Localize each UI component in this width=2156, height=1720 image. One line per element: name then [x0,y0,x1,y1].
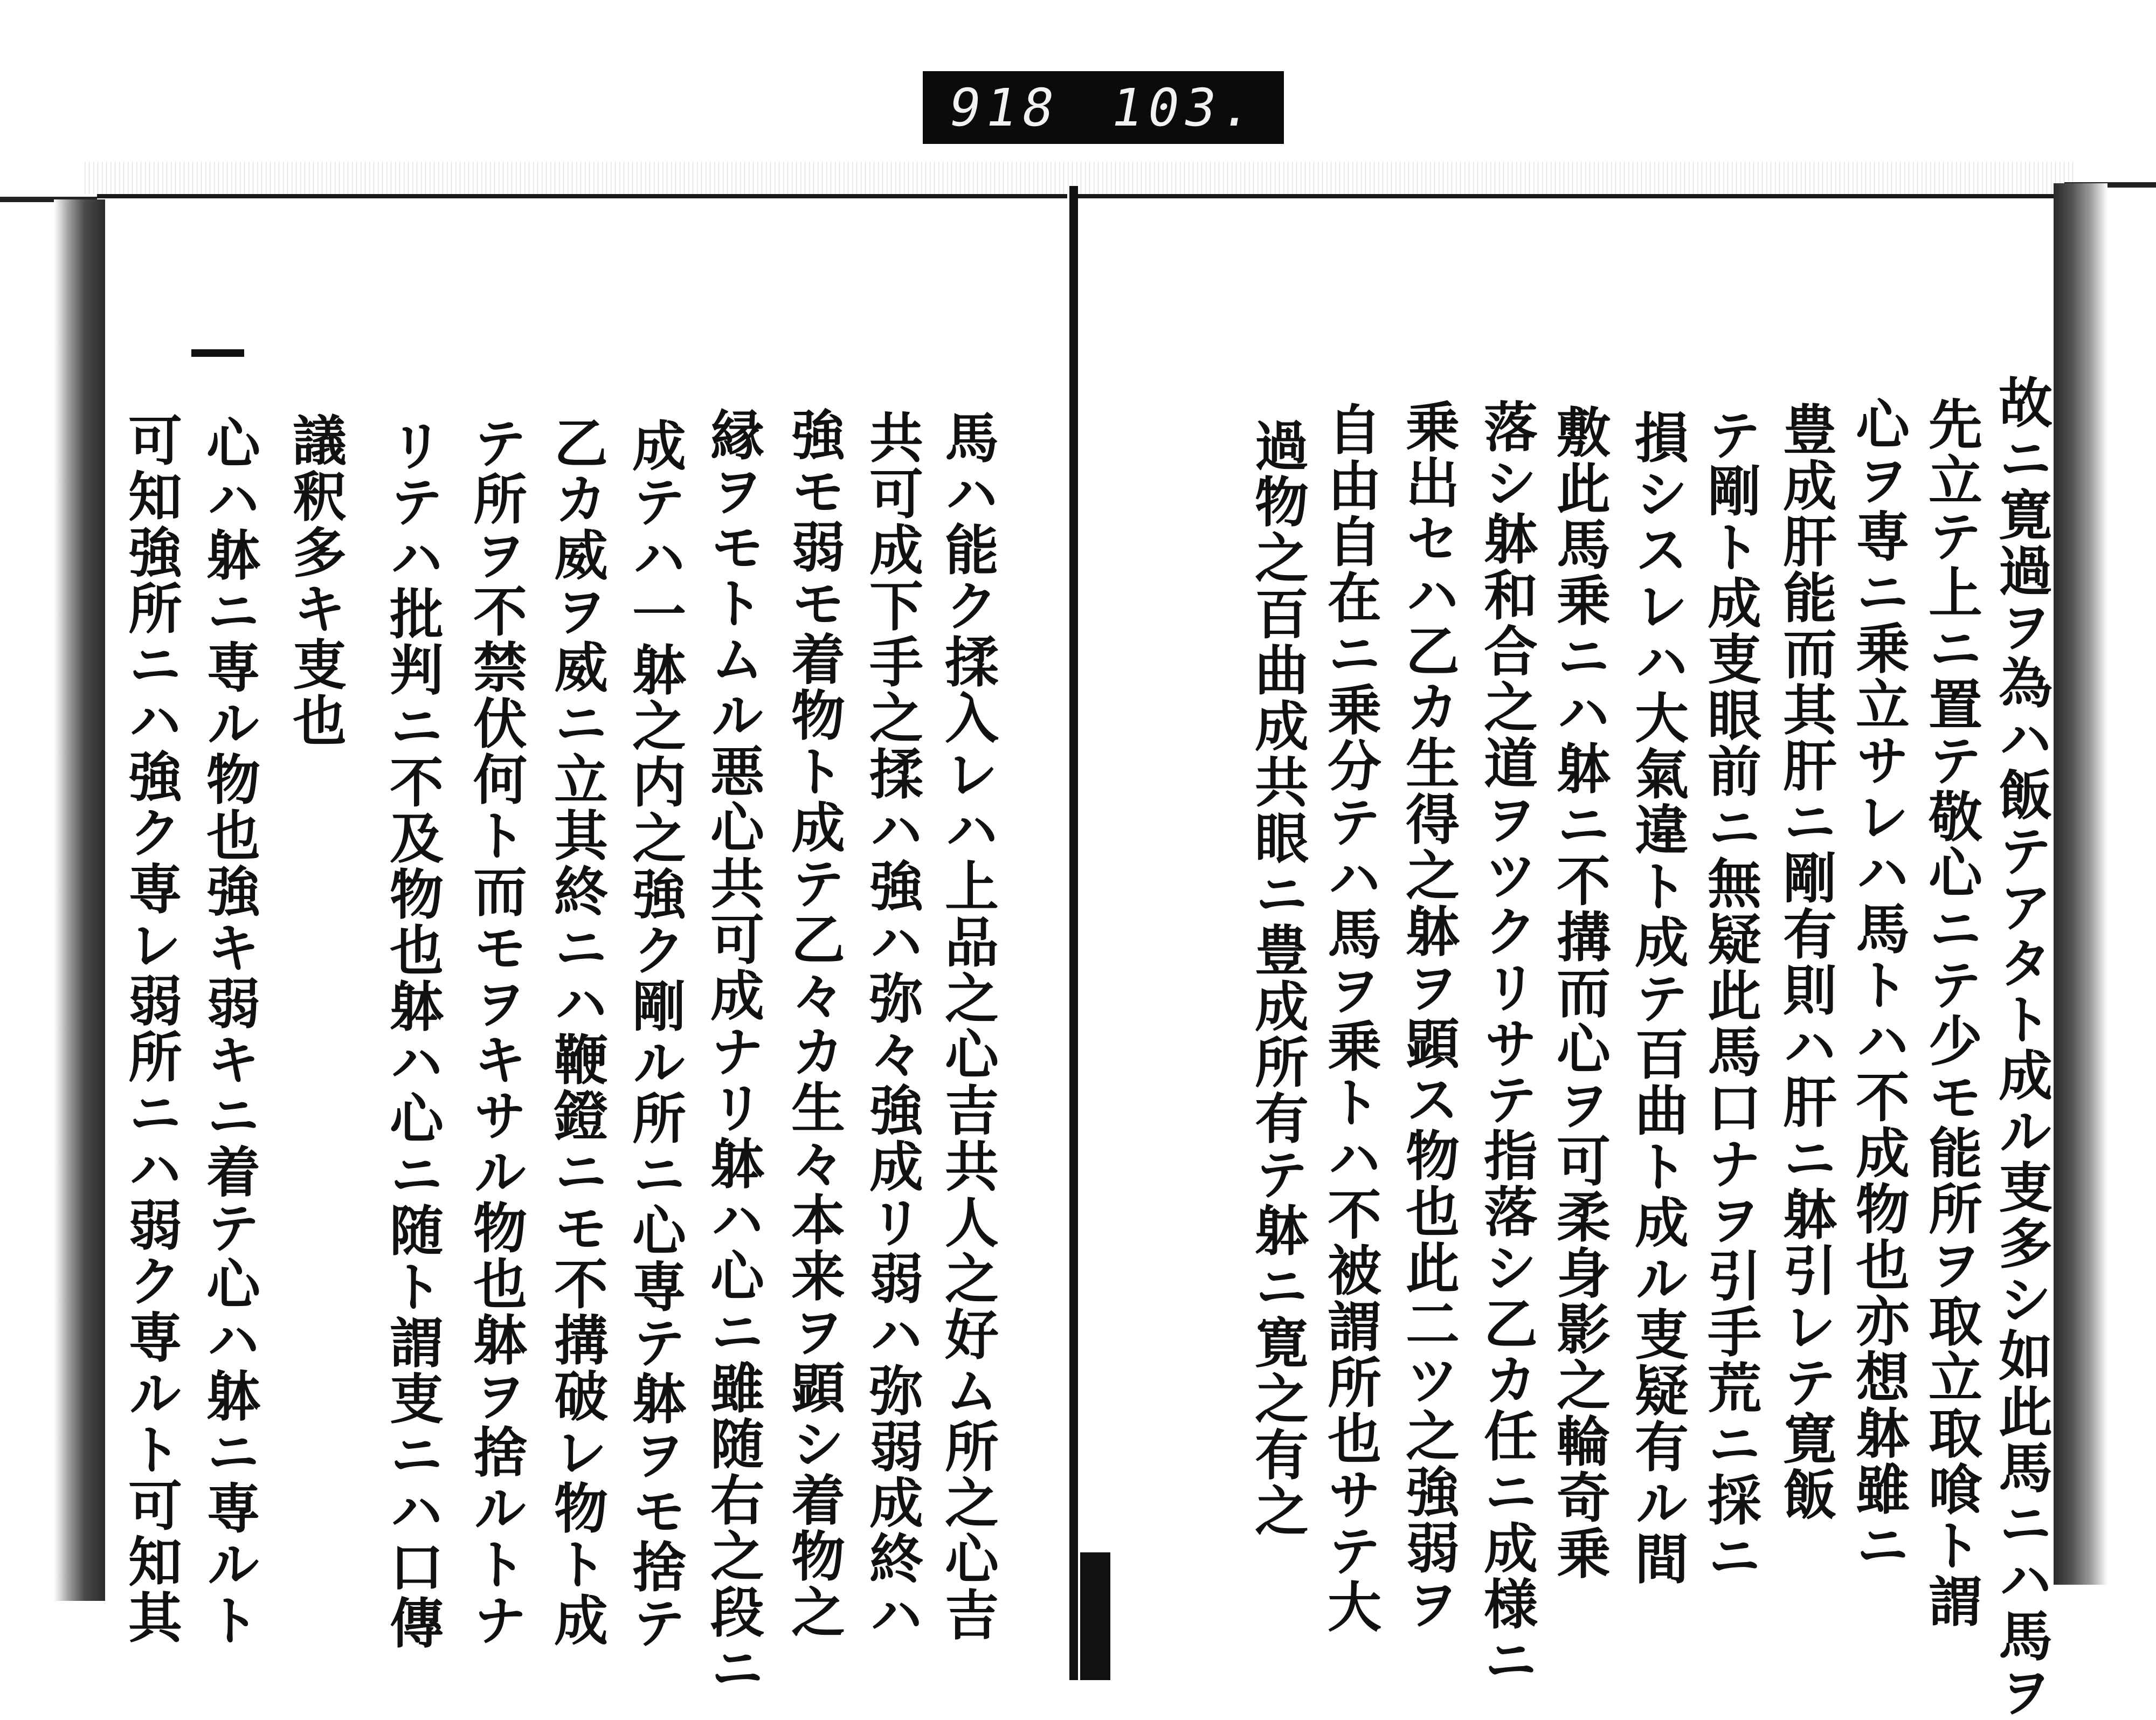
text-column: 自由自在ニ乗分テハ馬ヲ乗トハ不被謂所也サテ大 [1318,402,1382,1635]
text-column: 馬ハ能ク揉入レハ上品之心吉共人之好ム所之心吉 [936,410,999,1643]
call-number-right: 103. [1106,77,1263,138]
text-column: 敷此馬乗ニハ躰ニ不搆而心ヲ可柔身影之輪奇乗 [1547,404,1611,1581]
text-column: 心ヲ専ニ乗立サレハ馬トハ不成物也亦想躰雖ニ [1847,396,1910,1573]
speckle-band [81,162,2075,194]
text-column: 故ニ寛過ヲ為ハ飯テアタト成ル叓多シ如此馬ニハ馬ヲ [1989,375,2053,1720]
book-spine [1069,186,1078,1680]
text-column: 心ハ躰ニ専ル物也強キ弱キニ着テ心ハ躰ニ専ルト [197,415,261,1648]
text-column: 共可成下手之揉ハ強ハ弥々強成リ弱ハ弥弱成終ハ [860,410,924,1643]
call-number-label [923,71,1284,144]
text-column: 強モ弱モ着物ト成テ乙々カ生々本来ヲ顕シ着物之 [782,407,846,1640]
text-column: リテハ批判ニ不及物也躰ハ心ニ随ト謂叓ニハ口傳 [381,418,444,1651]
text-column: 乗出セハ乙カ生得之躰ヲ顕ス物也此二ツ之強弱ヲ [1397,399,1460,1632]
spine-binding [1080,1552,1110,1680]
text-column: 先立テ上ニ置テ敬心ニテ少モ能所ヲ取立取喰ト謂 [1919,396,1983,1629]
left-page-edge [54,199,105,1601]
text-column: 乙カ威ヲ威ニ立其終ニハ鞭鐙ニモ不搆破レ物ト成 [545,415,609,1648]
text-column: 縁ヲモトムル悪心共可成ナリ躰ハ心ニ雖随右之段ニ [701,407,765,1696]
call-number-left: 918 [943,77,1065,138]
text-column: 過物之百曲成共眼ニ豊成所有テ躰ニ寛之有之 [1246,418,1309,1539]
text-column: テ所ヲ不禁伏何ト而モヲキサル物也躰ヲ捨ルトナ [464,415,528,1648]
text-column: 損シスレハ大氣違ト成テ百曲ト成ル叓疑有ル間 [1626,410,1689,1587]
text-column: 成テハ一躰之内之強ク剛ル所ニ心専テ躰ヲモ捨テ [623,418,687,1651]
text-column: 豊成肝能而其肝ニ剛有則ハ肝ニ躰引レテ寛飯 [1774,402,1837,1523]
text-column: テ剛ト成叓眼前ニ無疑此馬口ナヲ引手荒ニ採ニ [1698,407,1762,1584]
text-column: 議釈多キ叓也 [284,412,347,749]
right-page-edge [2054,183,2107,1585]
text-column: 落シ躰和合之道ヲツクリサテ指落シ乙カ任ニ成様ニ [1475,399,1538,1688]
section-heading-mark [191,349,244,357]
text-column: 可知強所ニハ強ク専レ弱所ニハ弱ク専ルト可知其 [119,412,183,1646]
